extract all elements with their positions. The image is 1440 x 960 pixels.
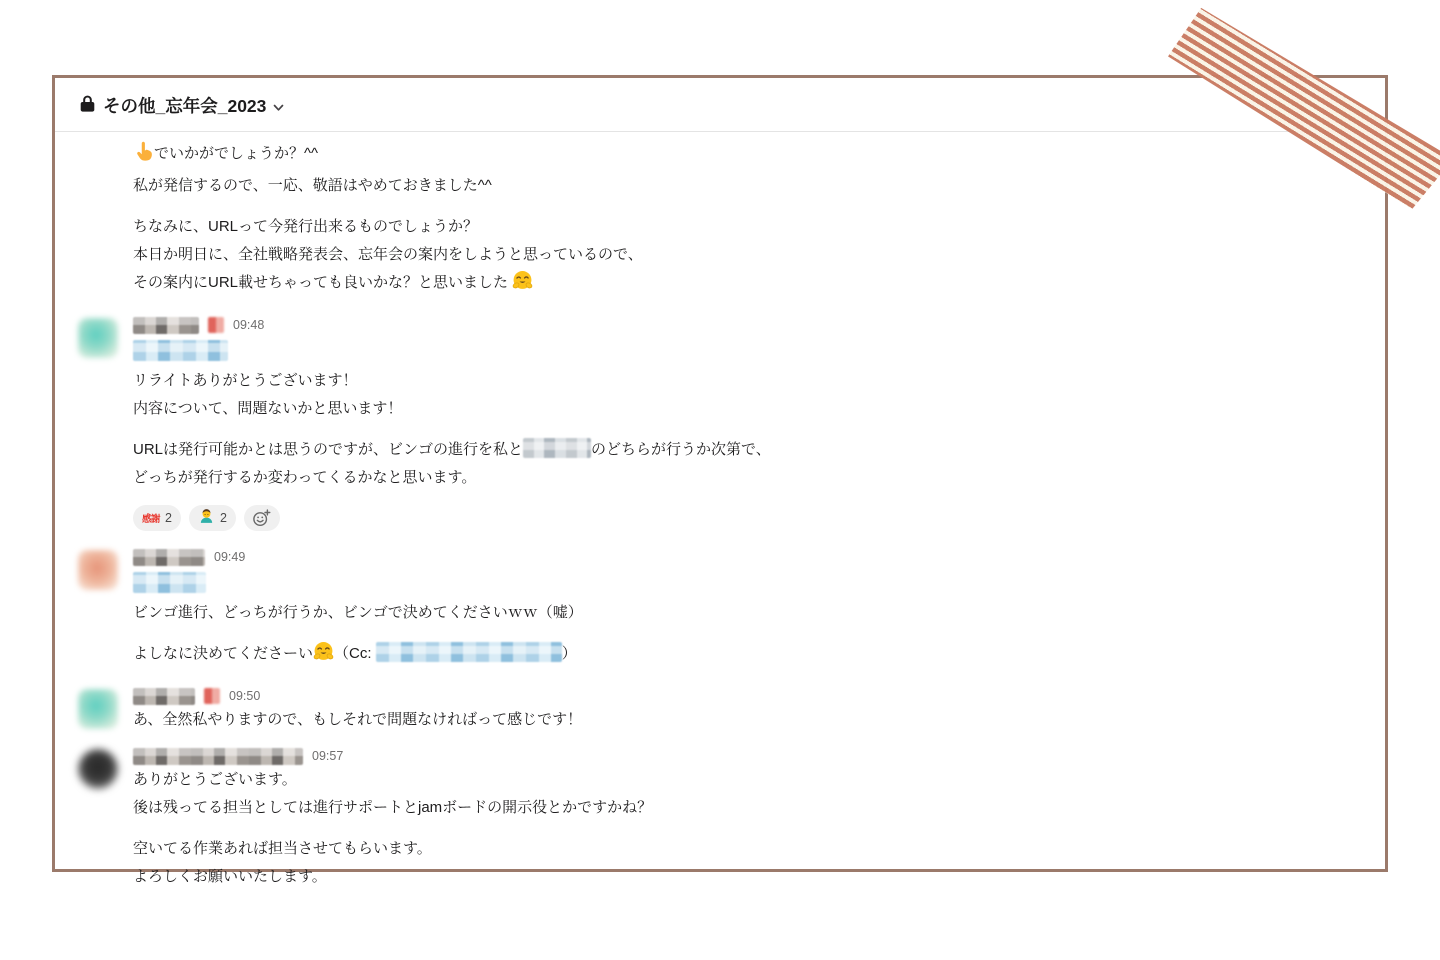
message bbox=[78, 315, 1351, 531]
timestamp[interactable]: 09:57 bbox=[312, 749, 344, 763]
reactions-bar bbox=[133, 505, 1351, 531]
message-line: どっちが発行するか変わってくるかなと思います。 bbox=[133, 469, 477, 486]
reaction-count: 2 bbox=[165, 511, 172, 525]
reaction-kansha[interactable] bbox=[133, 505, 181, 531]
message-line: ありがとうございます。 bbox=[133, 771, 297, 788]
message-line: 後は残ってる担当としては進行サポートとjamボードの開示役とかですかね？ bbox=[133, 799, 653, 816]
message-line: 空いてる作業あれば担当させてもらいます。 bbox=[133, 840, 432, 857]
bowing-person-emoji-icon bbox=[198, 508, 215, 528]
name-badge-blurred bbox=[208, 317, 224, 333]
mention-blurred[interactable] bbox=[133, 572, 206, 593]
point-up-emoji-icon bbox=[133, 141, 154, 172]
message-line: URLは発行可能かとは思うのですが、ビンゴの進行を私と のどちらが行うか次第で、 bbox=[133, 436, 1351, 464]
message-line: でいかがでしょうか？^^ bbox=[133, 140, 1351, 172]
cc-mention-blurred[interactable] bbox=[376, 642, 562, 662]
kansha-custom-emoji: 感謝 bbox=[142, 514, 161, 525]
username-blurred[interactable] bbox=[133, 748, 303, 765]
reaction-count: 2 bbox=[219, 511, 227, 525]
channel-header[interactable] bbox=[55, 78, 1385, 131]
chevron-down-icon bbox=[273, 99, 284, 117]
message-line: 本日か明日に、全社戦略発表会、忘年会の案内をしようと思っているので、 bbox=[133, 246, 643, 263]
message-line: ちなみに、URLって今発行出来るものでしょうか？ bbox=[133, 218, 479, 235]
message bbox=[78, 686, 1351, 734]
message-gutter bbox=[78, 315, 133, 531]
message-gutter bbox=[78, 686, 133, 734]
timestamp[interactable]: 09:48 bbox=[233, 318, 265, 332]
message-list bbox=[55, 140, 1385, 891]
avatar[interactable] bbox=[78, 749, 118, 789]
username-blurred[interactable] bbox=[133, 549, 205, 566]
message-line: あ、全然私やりますので、もしそれで問題なければって感じです！ bbox=[133, 711, 583, 728]
lock-icon bbox=[80, 95, 95, 117]
username-blurred[interactable] bbox=[133, 317, 199, 334]
avatar[interactable] bbox=[78, 550, 118, 590]
message-gutter bbox=[78, 547, 133, 672]
message-line: ビンゴ進行、どっちが行うか、ビンゴで決めてくださいｗｗ（嘘） bbox=[133, 604, 583, 621]
message-gutter bbox=[78, 746, 133, 891]
hugging-face-emoji-icon bbox=[313, 641, 334, 672]
message-line: その案内にURL載せちゃっても良いかな？と思いました bbox=[133, 269, 1351, 301]
reaction-bow[interactable] bbox=[189, 505, 236, 531]
avatar[interactable] bbox=[78, 318, 118, 358]
mention-blurred[interactable] bbox=[133, 340, 228, 361]
hugging-face-emoji-icon bbox=[512, 270, 533, 301]
message-line: 私が発信するので、一応、敬語はやめておきました^^ bbox=[133, 177, 492, 194]
message-line: リライトありがとうございます！ bbox=[133, 372, 358, 389]
message-gutter bbox=[78, 140, 133, 301]
add-reaction-button[interactable] bbox=[244, 505, 280, 531]
avatar[interactable] bbox=[78, 689, 118, 729]
message-line: 内容について、問題ないかと思います！ bbox=[133, 400, 403, 417]
username-blurred[interactable] bbox=[133, 688, 195, 705]
message-line: よしなに決めてくださーい （Cc: ） bbox=[133, 640, 1351, 672]
channel-title: その他_忘年会_2023 bbox=[103, 96, 267, 116]
inline-name-blurred[interactable] bbox=[523, 438, 591, 458]
message-line: よろしくお願いいたします。 bbox=[133, 868, 327, 885]
header-divider bbox=[55, 131, 1385, 132]
timestamp[interactable]: 09:50 bbox=[229, 689, 261, 703]
message bbox=[78, 746, 1351, 891]
message-continuation bbox=[78, 140, 1351, 301]
channel-window bbox=[52, 75, 1388, 885]
timestamp[interactable]: 09:49 bbox=[214, 550, 246, 564]
message bbox=[78, 547, 1351, 672]
name-badge-blurred bbox=[204, 688, 220, 704]
